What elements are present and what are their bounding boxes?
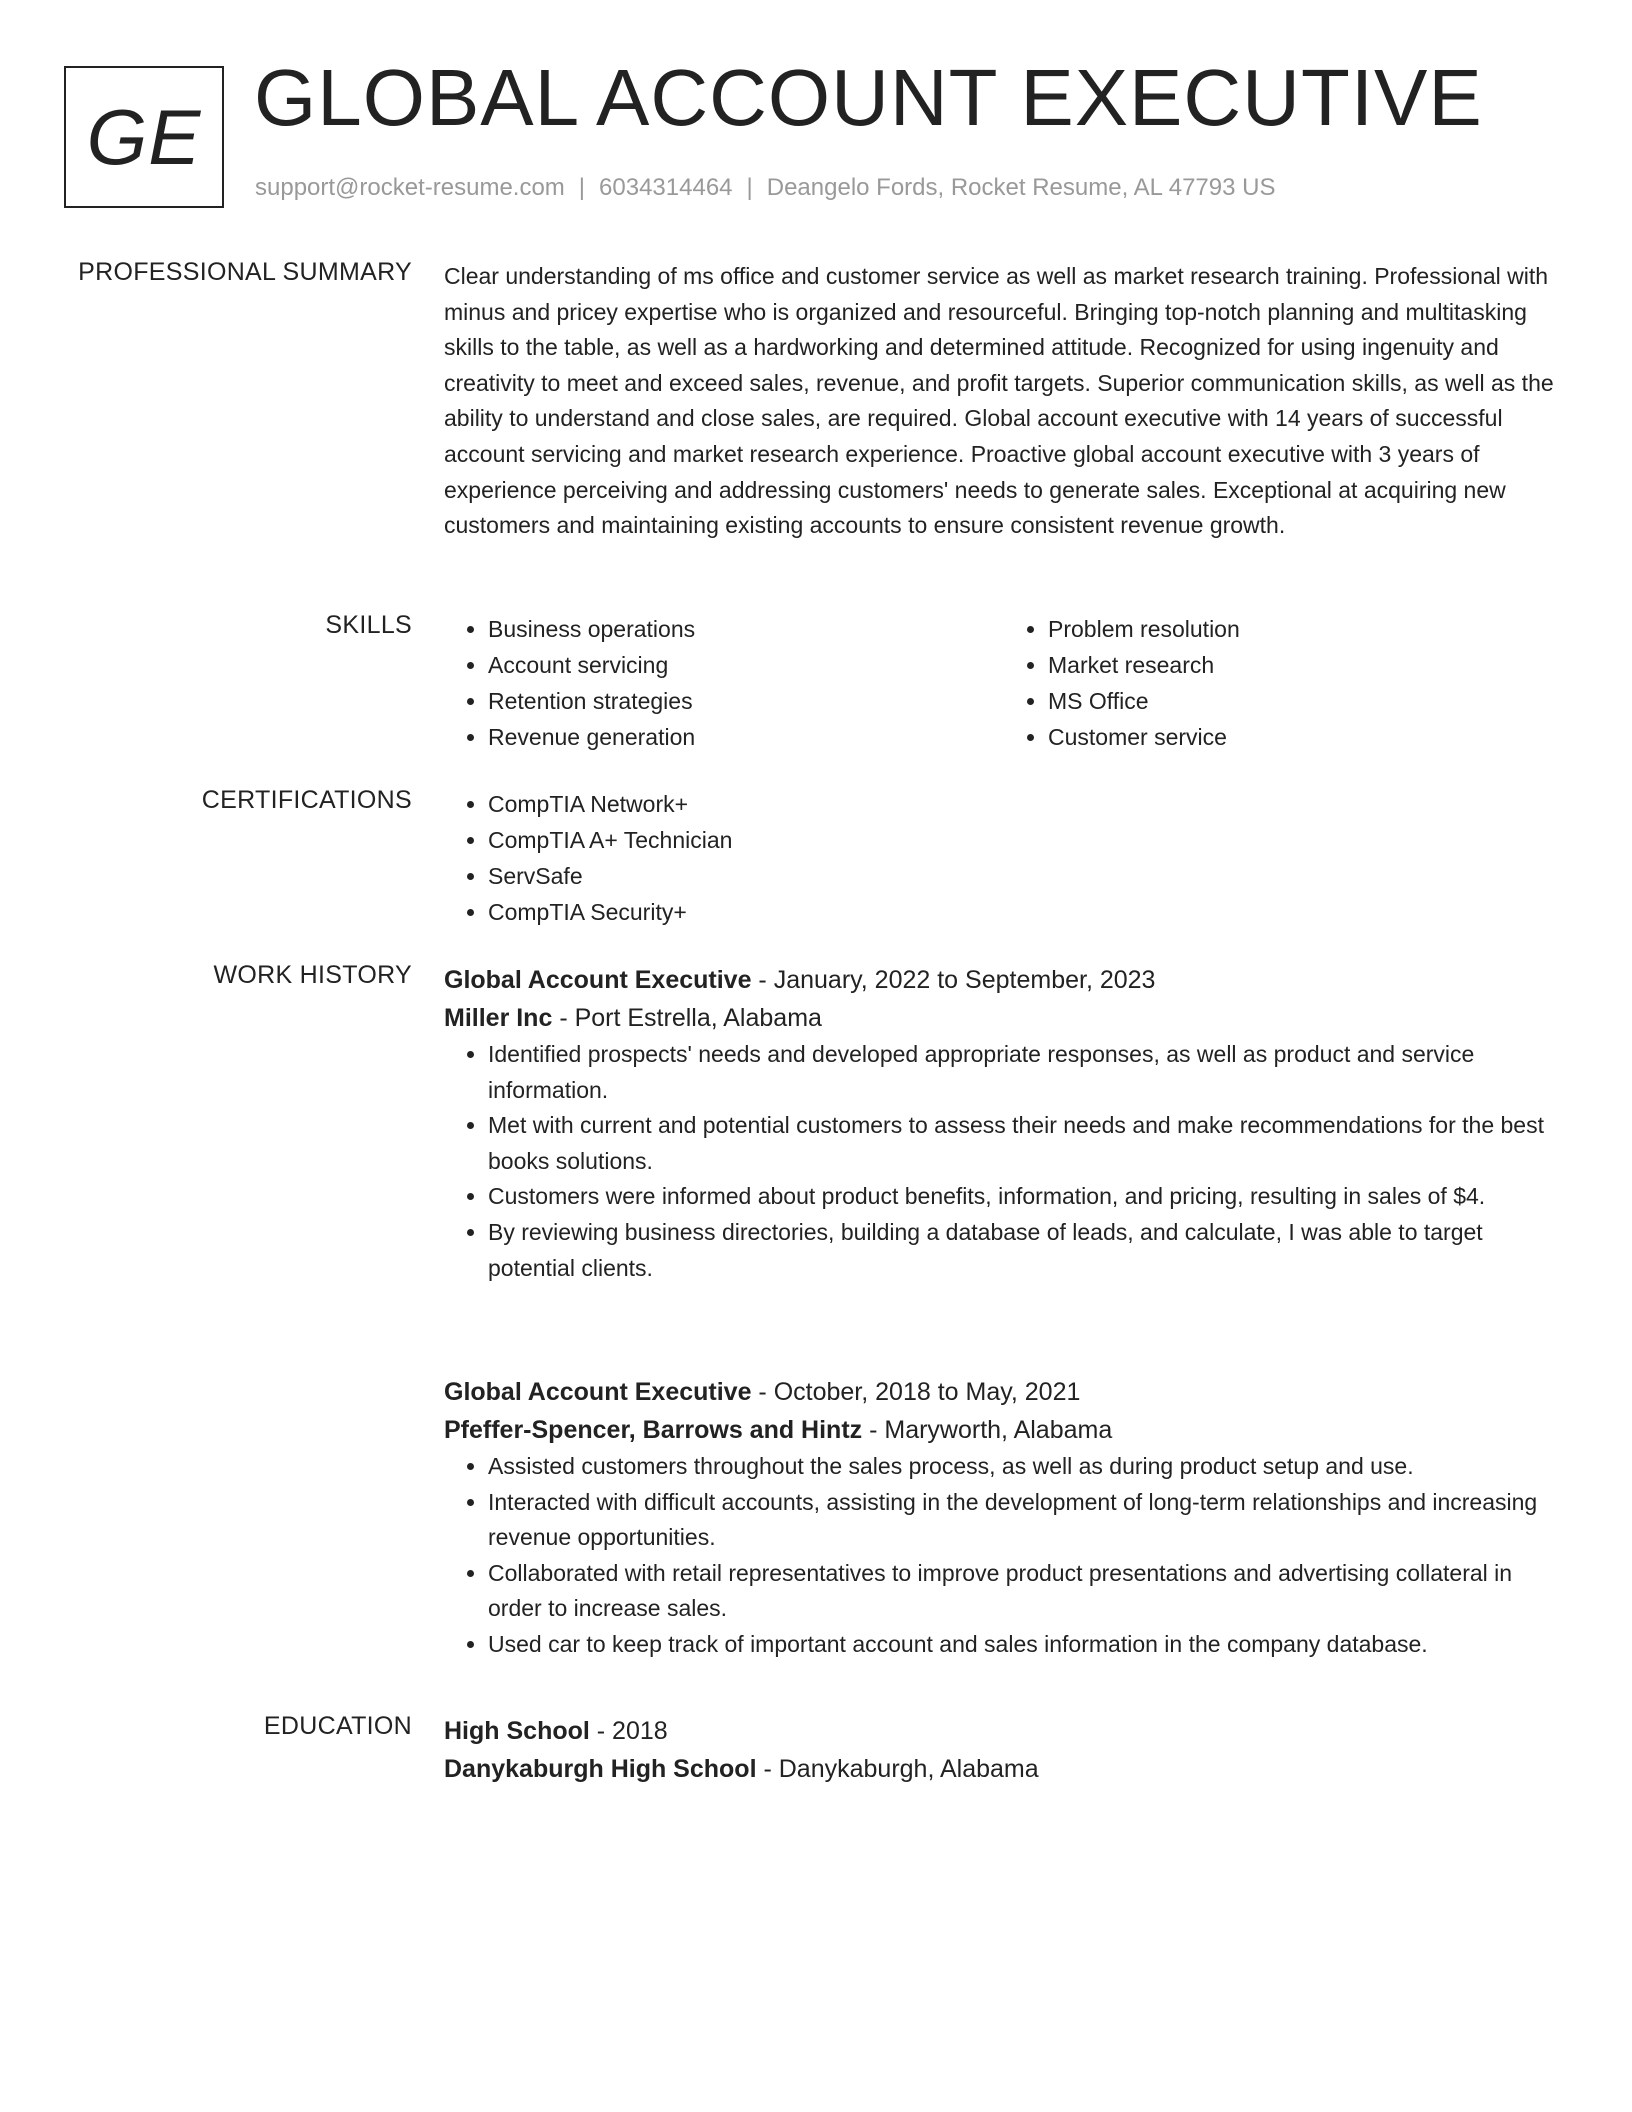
job-bullet: • By reviewing business directories, building a database of leads, and calculate, I was able to target potential clients. bbox=[488, 1215, 1564, 1286]
section-heading-summary: PROFESSIONAL SUMMARY bbox=[78, 258, 412, 286]
job-dates: - October, 2018 to May, 2021 bbox=[751, 1378, 1081, 1406]
education-degree-line bbox=[444, 1712, 1564, 1750]
monogram-badge bbox=[64, 66, 224, 208]
contact-line bbox=[255, 174, 1275, 202]
skills-list-right bbox=[1004, 611, 1564, 755]
job-bullet: • Customers were informed about product benefits, information, and pricing, resulting in sales of $4. bbox=[488, 1179, 1564, 1215]
skills-grid bbox=[444, 611, 1564, 755]
certification-item: • CompTIA Security+ bbox=[488, 894, 1564, 930]
contact-phone[interactable]: 6034314464 bbox=[599, 174, 733, 201]
certifications-list bbox=[444, 786, 1564, 930]
certification-item: • CompTIA A+ Technician bbox=[488, 822, 1564, 858]
certification-item: • CompTIA Network+ bbox=[488, 786, 1564, 822]
job-bullet: • Identified prospects' needs and developed appropriate responses, as well as product and service information. bbox=[488, 1037, 1564, 1108]
monogram-text: GE bbox=[86, 92, 202, 181]
job-entry bbox=[444, 961, 1564, 1286]
education-degree: High School bbox=[444, 1717, 590, 1745]
certification-item: • ServSafe bbox=[488, 858, 1564, 894]
job-bullet: • Used car to keep track of important account and sales information in the company database. bbox=[488, 1627, 1564, 1663]
job-location: - Port Estrella, Alabama bbox=[552, 1004, 822, 1032]
job-company: Pfeffer-Spencer, Barrows and Hintz bbox=[444, 1416, 863, 1444]
job-title-line bbox=[444, 961, 1564, 999]
contact-separator: | bbox=[746, 174, 753, 201]
education-location: - Danykaburgh, Alabama bbox=[756, 1755, 1039, 1783]
job-location: - Maryworth, Alabama bbox=[862, 1416, 1113, 1444]
job-bullet: • Met with current and potential customers to assess their needs and make recommendations for the best books solutions. bbox=[488, 1108, 1564, 1179]
skill-item: • Business operations bbox=[488, 611, 1004, 647]
education-year: - 2018 bbox=[589, 1717, 668, 1745]
section-heading-skills: SKILLS bbox=[325, 611, 412, 639]
job-company-line bbox=[444, 999, 1564, 1037]
job-bullet-list bbox=[444, 1037, 1564, 1286]
job-company: Miller Inc bbox=[444, 1004, 553, 1032]
education-school-line bbox=[444, 1750, 1564, 1788]
resume-title: GLOBAL ACCOUNT EXECUTIVE bbox=[254, 53, 1483, 142]
skills-list-left bbox=[444, 611, 1004, 755]
skill-item: • Customer service bbox=[1048, 719, 1564, 755]
contact-separator: | bbox=[578, 174, 586, 201]
job-title: Global Account Executive bbox=[444, 1378, 752, 1406]
section-heading-education: EDUCATION bbox=[263, 1712, 412, 1740]
job-title: Global Account Executive bbox=[444, 966, 752, 994]
section-heading-work-history: WORK HISTORY bbox=[213, 961, 412, 989]
contact-email[interactable]: support@rocket-resume.com bbox=[255, 174, 565, 201]
skill-item: • MS Office bbox=[1048, 683, 1564, 719]
job-bullet: • Collaborated with retail representatives to improve product presentations and advertising collateral in order to increase sales. bbox=[488, 1556, 1564, 1627]
contact-address: Deangelo Fords, Rocket Resume, AL 47793 US bbox=[766, 174, 1276, 201]
education-school: Danykaburgh High School bbox=[444, 1755, 757, 1783]
skill-item: • Retention strategies bbox=[488, 683, 1004, 719]
job-dates: - January, 2022 to September, 2023 bbox=[751, 966, 1156, 994]
skill-item: • Problem resolution bbox=[1048, 611, 1564, 647]
job-title-line bbox=[444, 1373, 1564, 1411]
job-company-line bbox=[444, 1411, 1564, 1449]
job-entry bbox=[444, 1373, 1564, 1663]
skill-item: • Revenue generation bbox=[488, 719, 1004, 755]
job-bullet: • Interacted with difficult accounts, assisting in the development of long-term relationships and increasing revenue opportunities. bbox=[488, 1485, 1564, 1556]
skill-item: • Account servicing bbox=[488, 647, 1004, 683]
summary-paragraph: Clear understanding of ms office and customer service as well as market research training. Professional with minus and pricey expertise who is organized and resourceful. Bringing top-notch planning and multitasking skills to the table, as well as a hardworking and determined attitude. Recognized for using ingenuity and creativity to meet and exceed sales, revenue, and profit targets. Superior communication skills, as well as the ability to understand and close sales, are required. Global account executive with 14 years of successful account servicing and market research experience. Proactive global account executive with 3 years of experience perceiving and addressing customers' needs to generate sales. Exceptional at acquiring new customers and maintaining existing accounts to ensure consistent revenue growth. bbox=[444, 263, 1554, 539]
job-bullet-list bbox=[444, 1449, 1564, 1663]
job-bullet: • Assisted customers throughout the sales process, as well as during product setup and use. bbox=[488, 1449, 1564, 1485]
skill-item: • Market research bbox=[1048, 647, 1564, 683]
section-heading-certifications: CERTIFICATIONS bbox=[201, 786, 412, 814]
